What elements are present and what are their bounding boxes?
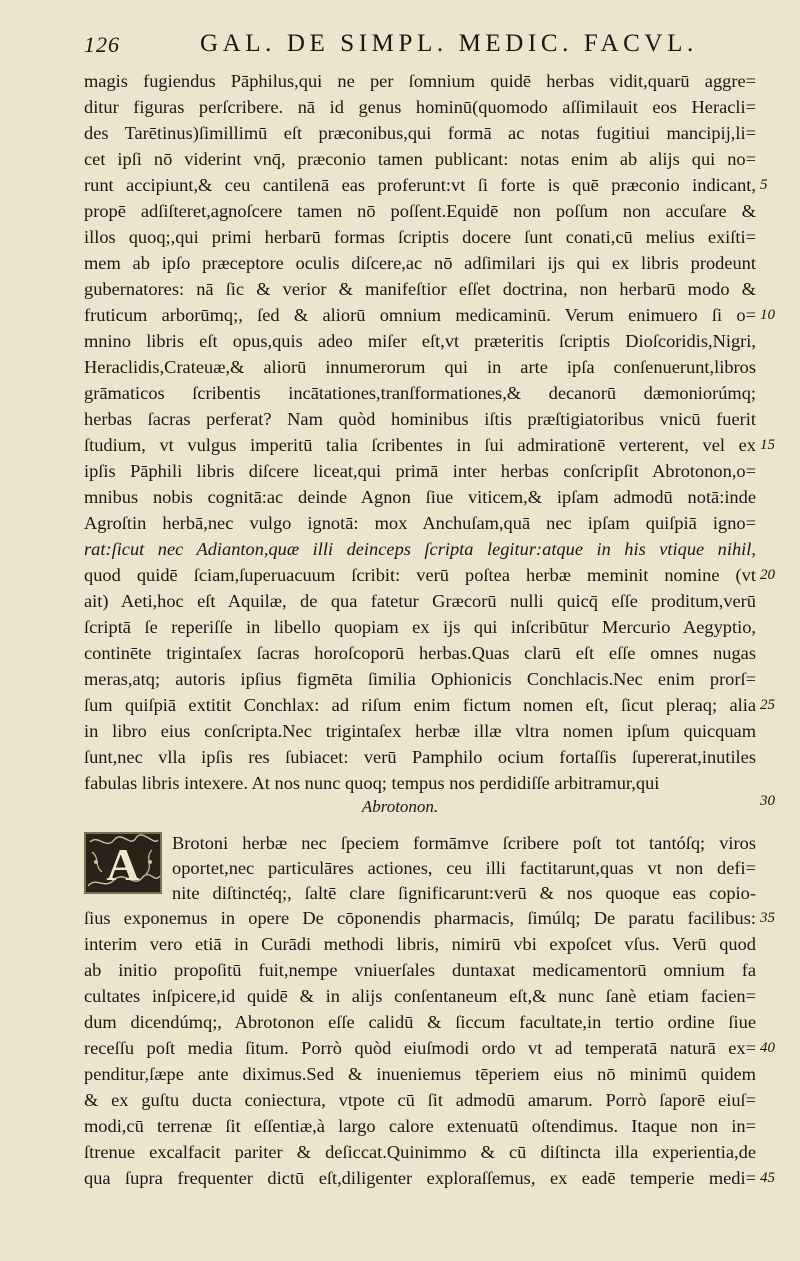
text-line: mnino libris eſt opus,quis adeo miſer eſt,vt præteritis ſcriptis Dioſcoridis,Nigri,	[84, 331, 756, 351]
ornament-icon	[84, 832, 162, 894]
text-line: interim vero etiā in Curādi methodi libris, nimirū vbi expoſcet vſus. Verū quod	[84, 934, 756, 954]
text-line: ait) Aeti,hoc eſt Aquilæ, de qua fatetur Græcorū nulli quicq̄ eſſe proditum,verū	[84, 591, 756, 611]
line-number: 25	[760, 697, 775, 713]
initial-letter: A	[106, 839, 140, 890]
text-line: in libro eius conſcripta.Nec trigintaſex herbæ illæ vltra nomen ipſum quicquam	[84, 721, 756, 741]
text-line: mnibus nobis cognitā:ac deinde Agnon ſiue viticem,& ipſam admodū notā:inde	[84, 487, 756, 507]
text-line: ditur figuras perſcribere. nā id genus hominū(quomodo aſſimilauit eos Heracli=	[84, 97, 756, 117]
text-line: dum dicendúmq;, Abrotonon eſſe calidū & ſiccum facultate,in tertio ordine ſiue	[84, 1012, 756, 1032]
line-number: 30	[760, 793, 775, 809]
text-line: Heraclidis,Crateuæ,& aliorū innumerorum qui in arte ipſa conſenuerunt,libros	[84, 357, 756, 377]
text-line: ſcriptā ſe reperiſſe in libello quopiam ex ijs qui inſcribūtur Mercurio Aegyptio,	[84, 617, 756, 637]
text-line: cet ipſi nō viderint vnq̄, præconio tamen publicant: notas enim ab alijs qui no=	[84, 149, 756, 169]
text-line: continēte trigintaſex ſacras horoſcoporū herbas.Quas clarū eſt eſſe omnes nugas	[84, 643, 756, 663]
text-line: propē adſiſteret,agnoſcere tamen nō poſſent.Equidē non poſſum non accuſare &	[84, 201, 756, 221]
text-line: ſum quiſpiā extitit Conchlax: ad riſum enim fictum nomen eſt, ſicut pleraq; alia	[84, 695, 756, 715]
text-line: ipſis Pāphili libris diſcere liceat,qui primā inter herbas conſcripſit Abrotonon,o=	[84, 461, 756, 481]
text-line: qua ſupra frequenter dictū eſt,diligenter exploraſſemus, ex eadē temperie medi=	[84, 1168, 756, 1188]
running-head: GAL. DE SIMPL. MEDIC. FACVL.	[200, 30, 698, 57]
text-line: Agroſtin herbā,nec vulgo ignotā: mox Anchuſam,quā nec ipſam quiſpiā igno=	[84, 513, 756, 533]
line-number: 10	[760, 307, 775, 323]
text-line: quod quidē ſciam,ſuperuacuum ſcribit: verū poſtea herbæ meminit nomine (vt	[84, 565, 756, 585]
text-line: ab initio propoſitū fuit,nempe vniuerſales duntaxat medicamentorū omnium fa	[84, 960, 756, 980]
text-line: & ex guſtu ducta coniectura, vtpote cū ſit admodū amarum. Porrò ſaporē eiuſ=	[84, 1090, 756, 1110]
text-line: illos quoq;,qui primi herbarū formas ſcriptis docere ſunt conati,cū melius exiſti=	[84, 227, 756, 247]
text-line: mem ab ipſo præceptore oculis diſcere,ac nō adſimilari ijs qui ex libris prodeunt	[84, 253, 756, 273]
text-line: receſſu poſt media ſitum. Porrò quòd eiuſmodi ordo vt ad temperatā naturā ex=	[84, 1038, 756, 1058]
line-number: 5	[760, 177, 768, 193]
line-number: 35	[760, 910, 775, 926]
text-line: grāmaticos ſcribentis incātationes,tranſformationes,& decanorū dæmoniorúmq;	[84, 383, 756, 403]
text-line: oportet,nec particulāres actiones, ceu illi factitarunt,quas vt non defi=	[172, 858, 756, 878]
text-line: Brotoni herbæ nec ſpeciem formāmve ſcribere poſt tot tantóſq; viros	[172, 833, 756, 853]
text-line: ſius exponemus in opere De cōponendis pharmacis, ſimúlq; De paratu facilibus:	[84, 908, 756, 928]
line-number: 15	[760, 437, 775, 453]
line-number: 40	[760, 1040, 775, 1056]
text-line: runt accipiunt,& ceu cantilenā eas proferunt:vt ſi forte is quē præconio indicant,	[84, 175, 756, 195]
text-line: ſtrenue excalfacit pariter & deſiccat.Quinimmo & cū diſtincta illa experientia,de	[84, 1142, 756, 1162]
text-line: ſtudium, vt vulgus imperitū talia ſcribentes in ſui admirationē verterent, vel ex	[84, 435, 756, 455]
decorated-initial-a	[84, 832, 162, 894]
text-line: cultates inſpicere,id quidē & in alijs conſentaneum eſt,& nunc ſanè etiam facien=	[84, 986, 756, 1006]
text-line: gubernatores: nā ſic & verior & manifeſtior eſſet doctrina, non herbarū modo &	[84, 279, 756, 299]
line-number: 20	[760, 567, 775, 583]
text-line: des Tarētinus)ſimillimū eſt præconibus,qui formā ac notas fugitiui mancipij,li=	[84, 123, 756, 143]
text-line: modi,cū terrenæ ſit eſſentiæ,à largo calore extenuatū oſtendimus. Itaque non in=	[84, 1116, 756, 1136]
text-line: fruticum arborūmq;, ſed & aliorū omnium medicaminū. Verum enimuero ſi o=	[84, 305, 756, 325]
text-line: rat:ſicut nec Adianton,quæ illi deinceps ſcripta legitur:atque in his vtique nihil,	[84, 539, 756, 559]
text-line: ſunt,nec vlla ipſis res ſubiacet: verū Pamphilo ocium fortaſſis ſupererat,inutiles	[84, 747, 756, 767]
text-line: penditur,ſæpe ante diximus.Sed & inueniemus tēperiem eius nō minimū quidem	[84, 1064, 756, 1084]
text-line: magis fugiendus Pāphilus,qui ne per ſomnium quidē herbas vidit,quarū aggre=	[84, 71, 756, 91]
line-number: 45	[760, 1170, 775, 1186]
text-line: nite diſtinctéq;, ſaltē clare ſignificarunt:verū & nos quoque eas copio-	[172, 883, 756, 903]
page-header	[0, 26, 800, 66]
page-number: 126	[84, 32, 120, 57]
section-title: Abrotonon.	[361, 797, 439, 816]
text-line: fabulas libris intexere. At nos nunc quoq; tempus nos perdidiſſe arbitramur,qui	[84, 773, 660, 793]
text-line: herbas ſacras perferat? Nam quòd hominibus iſtis præſtigiatoribus vnicū fuerit	[84, 409, 756, 429]
text-line: meras,atq; autoris ipſius figmēta ſimilia Ophionicis Conchlacis.Nec enim prorſ=	[84, 669, 756, 689]
